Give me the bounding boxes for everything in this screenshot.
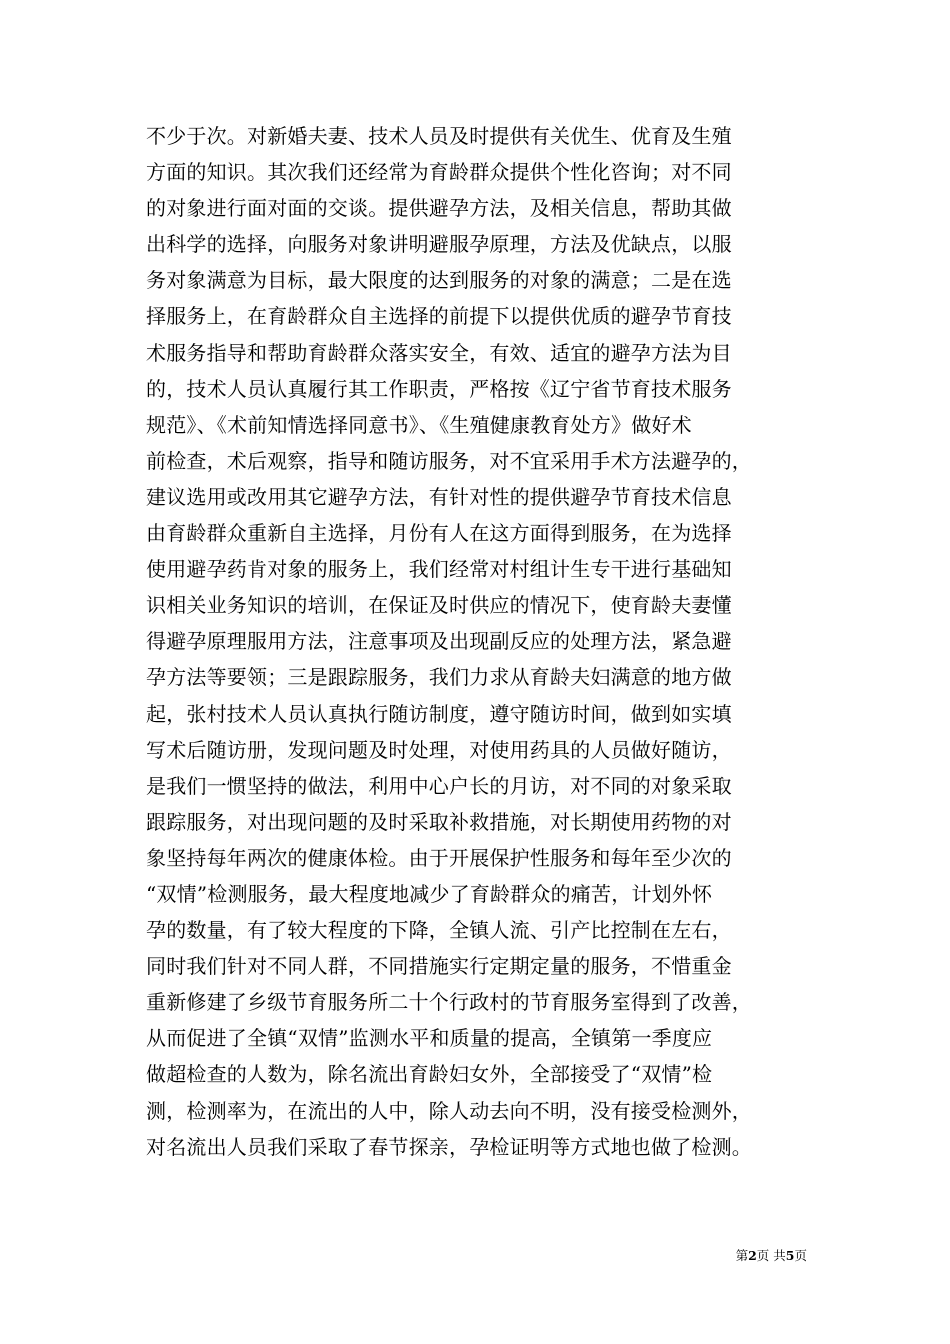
text-line: 的，技术人员认真履行其工作职责，严格按《辽宁省节育技术服务	[146, 376, 732, 401]
text-line: 由育龄群众重新自主选择，月份有人在这方面得到服务，在为选择	[146, 521, 732, 546]
text-line: 识相关业务知识的培训，在保证及时供应的情况下，使育龄夫妻懂	[146, 593, 732, 618]
text-line: 前检查，术后观察，指导和随访服务，对不宜采用手术方法避孕的，	[146, 448, 752, 473]
text-line: 是我们一惯坚持的做法，利用中心户长的月访，对不同的对象采取	[146, 773, 732, 798]
footer-suffix: 页	[794, 1248, 807, 1263]
text-line: 起，张村技术人员认真执行随访制度，遵守随访时间，做到如实填	[146, 701, 732, 726]
footer-prefix: 第	[735, 1248, 749, 1263]
total-pages-number: 5	[785, 1248, 795, 1263]
text-line: 术服务指导和帮助育龄群众落实安全，有效、适宜的避孕方法为目	[146, 340, 732, 365]
text-line: 务对象满意为目标，最大限度的达到服务的对象的满意；二是在选	[146, 268, 732, 293]
text-line: 同时我们针对不同人群，不同措施实行定期定量的服务，不惜重金	[146, 954, 732, 979]
text-line: 孕方法等要领；三是跟踪服务，我们力求从育龄夫妇满意的地方做	[146, 665, 732, 690]
text-line: 的对象进行面对面的交谈。提供避孕方法，及相关信息，帮助其做	[146, 196, 732, 221]
text-line: 出科学的选择，向服务对象讲明避服孕原理，方法及优缺点，以服	[146, 232, 732, 257]
page-footer	[0, 1248, 807, 1264]
text-line: “双情”检测服务，最大程度地减少了育龄群众的痛苦，计划外怀	[146, 881, 713, 906]
text-line: 象坚持每年两次的健康体检。由于开展保护性服务和每年至少次的	[146, 845, 732, 870]
text-line: 使用避孕药肯对象的服务上，我们经常对村组计生专干进行基础知	[146, 557, 732, 582]
text-line: 择服务上，在育龄群众自主选择的前提下以提供优质的避孕节育技	[146, 304, 732, 329]
text-line: 不少于次。对新婚夫妻、技术人员及时提供有关优生、优育及生殖	[146, 124, 732, 148]
text-line: 重新修建了乡级节育服务所二十个行政村的节育服务室得到了改善，	[146, 990, 752, 1015]
body-text	[146, 118, 806, 1165]
text-line: 孕的数量，有了较大程度的下降，全镇人流、引产比控制在左右，	[146, 918, 732, 943]
text-line: 测，检测率为，在流出的人中，除人动去向不明，没有接受检测外，	[146, 1098, 752, 1123]
text-line: 建议选用或改用其它避孕方法，有针对性的提供避孕节育技术信息	[146, 484, 732, 509]
text-line: 方面的知识。其次我们还经常为育龄群众提供个性化咨询；对不同	[146, 160, 732, 185]
text-line: 从而促进了全镇“双情”监测水平和质量的提高，全镇第一季度应	[146, 1026, 713, 1051]
text-line: 规范》、《术前知情选择同意书》、《生殖健康教育处方》做好术	[146, 412, 692, 437]
footer-middle: 页 共	[756, 1248, 786, 1263]
current-page-number: 2	[748, 1248, 757, 1263]
text-line: 做超检查的人数为，除名流出育龄妇女外，全部接受了“双情”检	[146, 1062, 713, 1087]
text-line: 对名流出人员我们采取了春节探亲，孕检证明等方式地也做了检测。	[146, 1134, 752, 1159]
text-line: 写术后随访册，发现问题及时处理，对使用药具的人员做好随访，	[146, 737, 732, 762]
text-line: 得避孕原理服用方法，注意事项及出现副反应的处理方法，紧急避	[146, 629, 732, 654]
text-line: 跟踪服务，对出现问题的及时采取补救措施，对长期使用药物的对	[146, 809, 732, 834]
